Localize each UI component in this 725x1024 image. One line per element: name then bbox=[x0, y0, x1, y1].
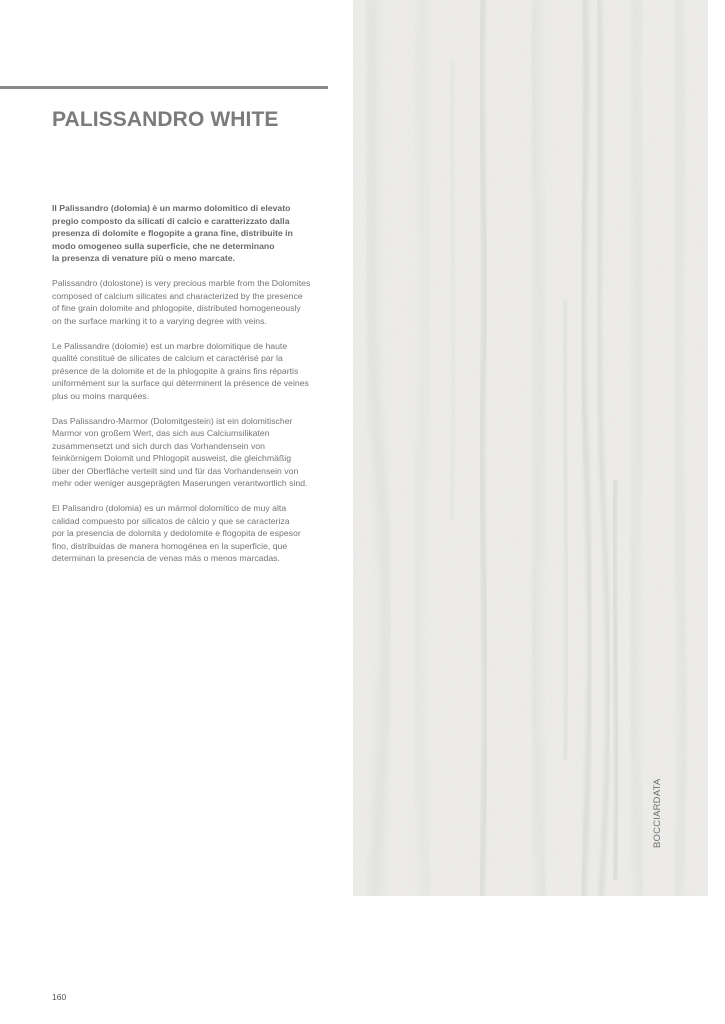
description-english: Palissandro (dolostone) is very precious marble from the Dolomites composed of calcium silicates and characterized by the presence of fine grain dolomite and phlogopite, distributed homogeneously on the surface marking it to a varying degree with veins. bbox=[52, 278, 311, 326]
description-french: Le Palissandre (dolomie) est un marbre dolomitique de haute qualité constitué de silicates de calcium et caractérisé par la présence de la dolomite et de la phlogopite à grains fins répartis uniformément sur la surface qui déterminent la présence de veines plus ou moins marquées. bbox=[52, 340, 309, 401]
description-spanish: El Palisandro (dolomia) es un mármol dolomítico de muy alta calidad compuesto por silicatos de cálcio y que se caracteriza por la presencia de dolomita y dedolomite e flogopita de espesor fino, distribuidas de manera homogénea en la superficie, que determinan la presencia de venas más o menos marcadas. bbox=[52, 503, 301, 563]
marble-texture bbox=[353, 0, 708, 896]
page-number: 160 bbox=[52, 992, 67, 1002]
marble-swatch-image bbox=[353, 0, 708, 896]
swatch-grain bbox=[353, 0, 708, 896]
finish-label: BOCCIARDATA bbox=[652, 778, 663, 848]
description-block bbox=[52, 202, 337, 577]
description-german: Das Palissandro-Marmor (Dolomitgestein) ist ein dolomitischer Marmor von großem Wert, das sich aus Calciumsilikaten zusammensetzt und sich durch das Vorhandensein von feinkörnigem Dolomit und Phlogopit ausweist, die gleichmäßig über der Oberfläche verteilt sind und für das Vorhandensein von mehr oder weniger ausgeprägten Maserungen verantwortlich sind. bbox=[52, 415, 308, 488]
page-title: PALISSANDRO WHITE bbox=[52, 108, 279, 131]
description-italian: Il Palissandro (dolomia) è un marmo dolomitico di elevato pregio composto da silicati di calcio e caratterizzato dalla presenza di dolomite e flogopite a grana fine, distribuite in modo omogeneo sulla superficie, che ne determinano la presenza di venature più o meno marcate. bbox=[52, 203, 293, 263]
top-rule bbox=[0, 86, 328, 89]
